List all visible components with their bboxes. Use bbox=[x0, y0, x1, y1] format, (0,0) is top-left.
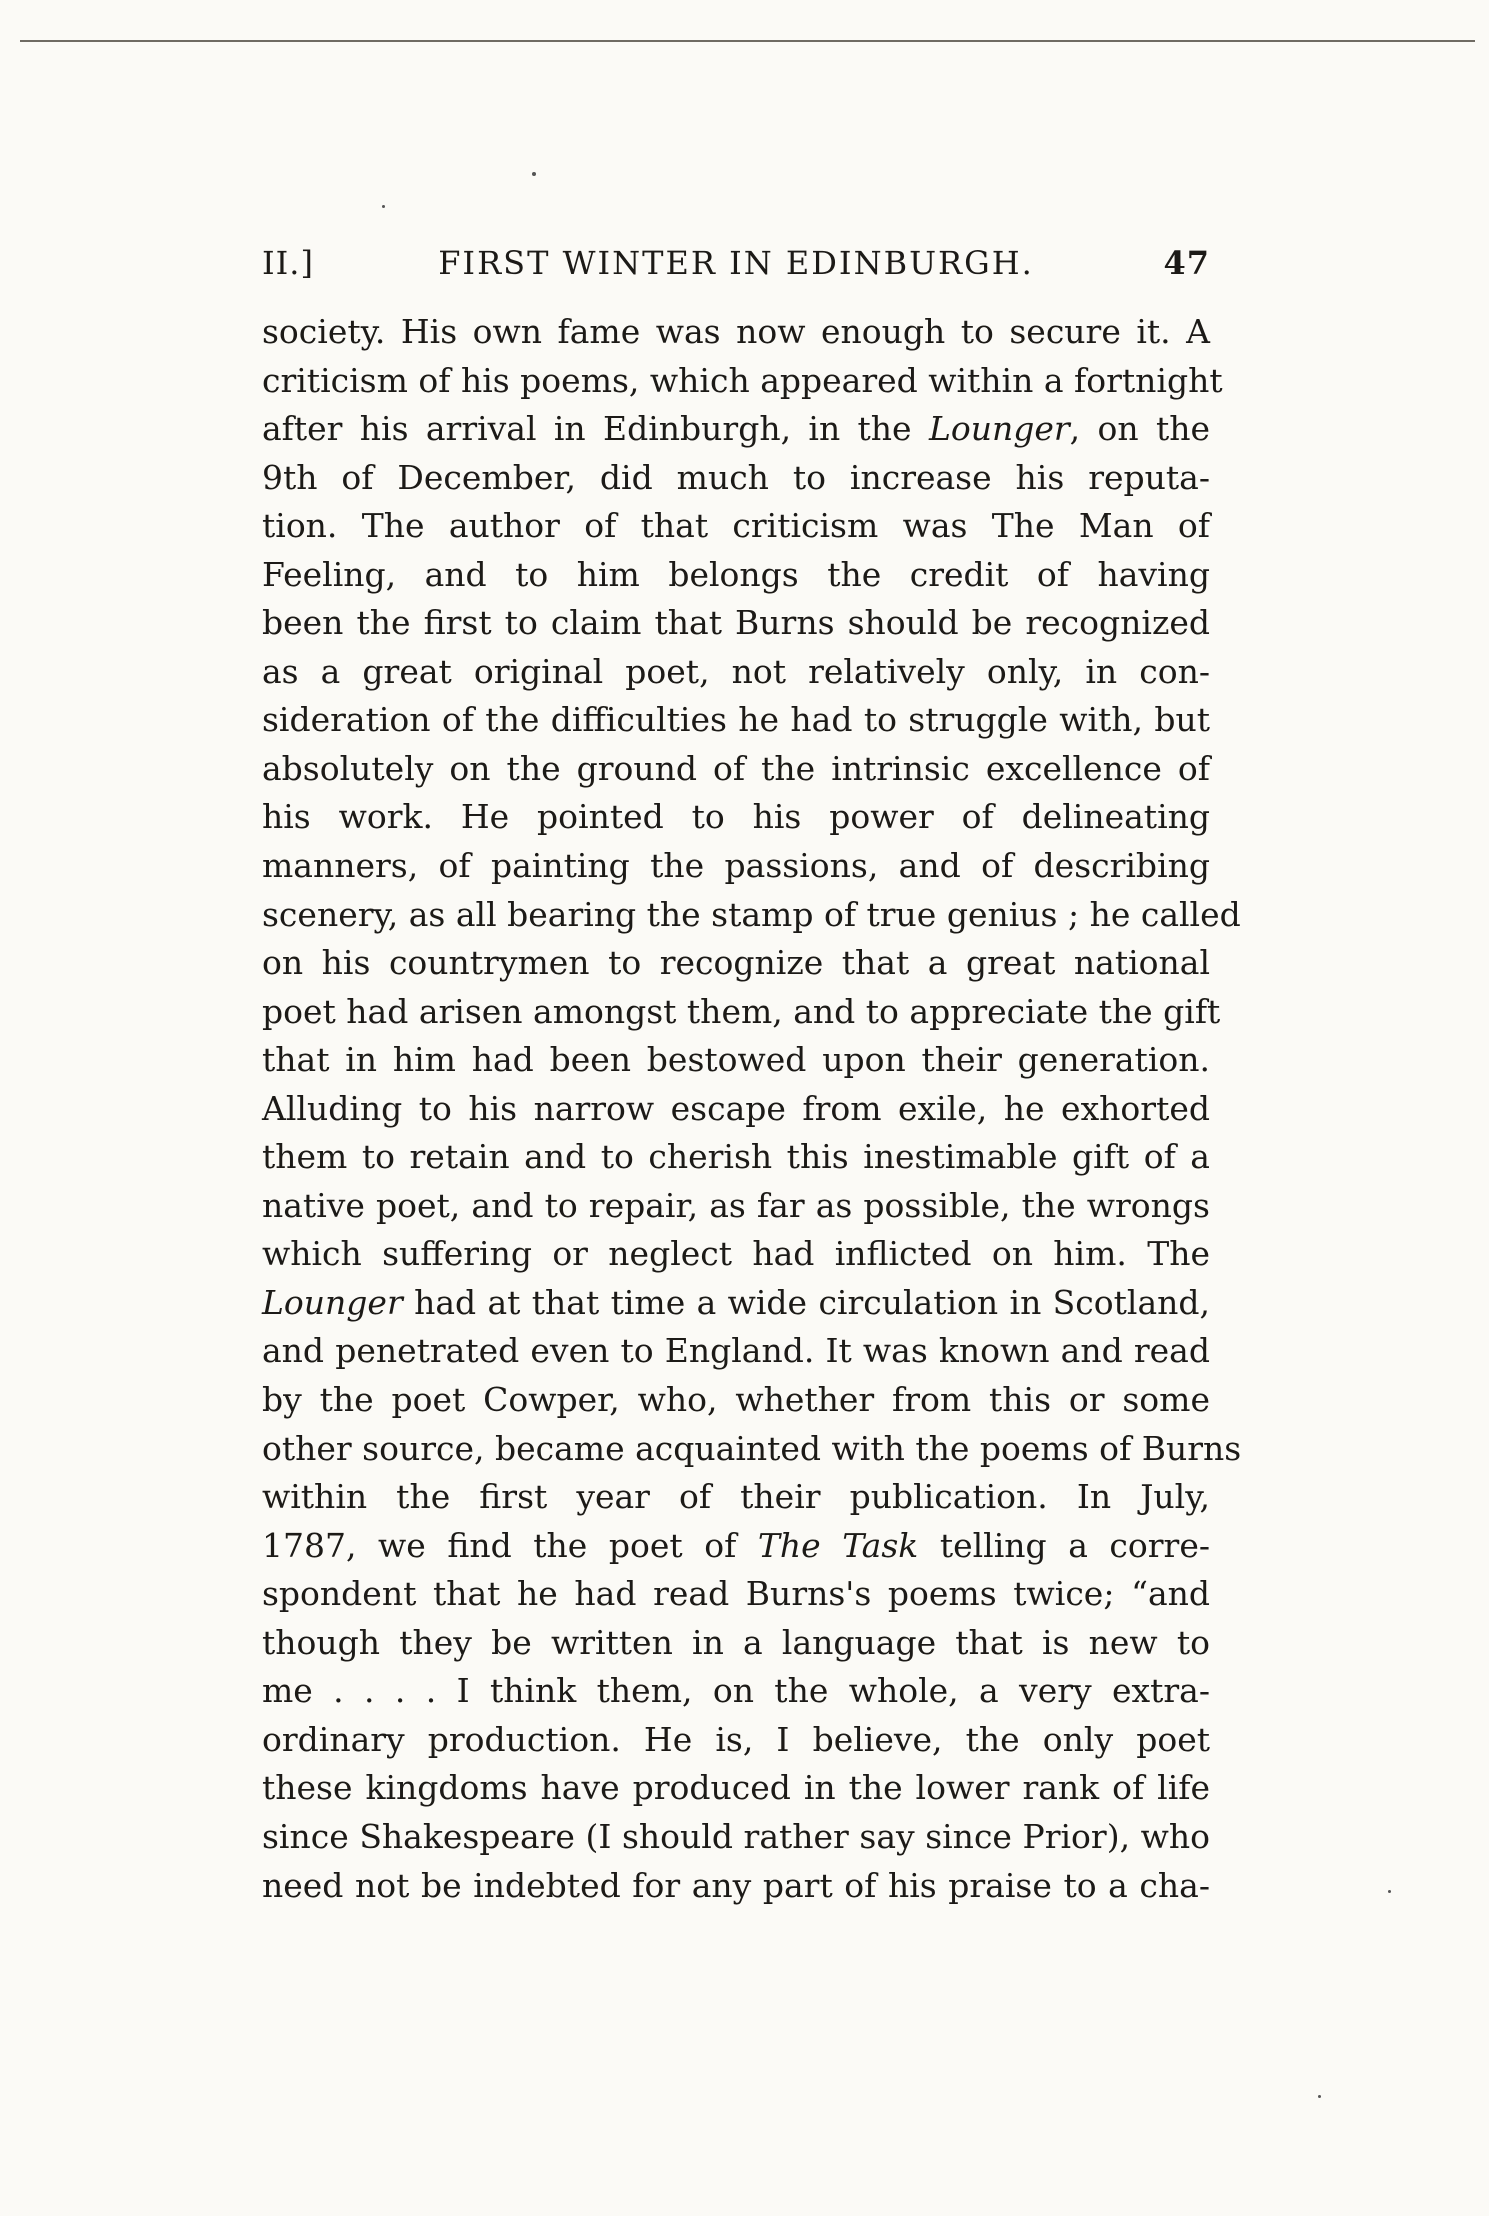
ink-speck bbox=[532, 172, 536, 176]
text-line: criticism of his poems, which appeared within a fortnight bbox=[262, 360, 1223, 400]
text-line: after his arrival in Edinburgh, in the Lounger, on the bbox=[262, 409, 1210, 449]
italic-title: Lounger bbox=[262, 1282, 403, 1322]
text-line: and penetrated even to England. It was known and read bbox=[262, 1331, 1210, 1371]
text-line: as a great original poet, not relatively only, in con- bbox=[262, 651, 1210, 691]
text-line: 1787, we find the poet of The Task telling a corre- bbox=[262, 1525, 1211, 1565]
text-line: society. His own fame was now enough to secure it. A bbox=[262, 312, 1210, 351]
ink-speck bbox=[382, 205, 385, 208]
italic-title: Lounger bbox=[928, 409, 1070, 449]
text-line: Alluding to his narrow escape from exile, he exhorted bbox=[262, 1088, 1210, 1128]
text-line: Lounger had at that time a wide circulation in Scotland, bbox=[262, 1282, 1210, 1322]
text-line: his work. He pointed to his power of delineating bbox=[262, 797, 1210, 837]
text-line: native poet, and to repair, as far as possible, the wrongs bbox=[262, 1185, 1210, 1225]
ink-speck bbox=[1318, 2095, 1321, 2098]
text-line: need not be indebted for any part of his praise to a cha- bbox=[262, 1865, 1210, 1905]
text-line: these kingdoms have produced in the lower rank of life bbox=[262, 1768, 1210, 1808]
text-line: within the first year of their publication. In July, bbox=[262, 1477, 1210, 1517]
text-line: since Shakespeare (I should rather say since Prior), who bbox=[262, 1816, 1210, 1856]
page-number: 47 bbox=[1163, 244, 1210, 282]
text-line: by the poet Cowper, who, whether from this or some bbox=[262, 1380, 1210, 1420]
text-line: absolutely on the ground of the intrinsic excellence of bbox=[262, 748, 1210, 788]
text-line: poet had arisen amongst them, and to appreciate the gift bbox=[262, 991, 1221, 1031]
text-line: sideration of the difficulties he had to struggle with, but bbox=[262, 700, 1210, 740]
chapter-marker: II.] bbox=[262, 244, 314, 282]
text-line: spondent that he had read Burns's poems twice; “and bbox=[262, 1574, 1210, 1614]
text-line: on his countrymen to recognize that a great national bbox=[262, 943, 1210, 983]
text-line: tion. The author of that criticism was The Man of bbox=[262, 506, 1210, 546]
text-line: other source, became acquainted with the poems of Burns bbox=[262, 1428, 1242, 1468]
text-line: been the first to claim that Burns should be recognized bbox=[262, 603, 1210, 643]
text-line: me . . . . I think them, on the whole, a very extra- bbox=[262, 1671, 1210, 1711]
text-line: Feeling, and to him belongs the credit of having bbox=[262, 554, 1210, 594]
body-text bbox=[262, 308, 1242, 1910]
text-line: though they be written in a language that is new to bbox=[262, 1622, 1210, 1662]
text-line: them to retain and to cherish this inestimable gift of a bbox=[262, 1137, 1210, 1177]
top-rule bbox=[20, 40, 1475, 42]
running-title: FIRST WINTER IN EDINBURGH. bbox=[438, 244, 1034, 282]
running-header bbox=[262, 244, 1210, 288]
text-line: which suffering or neglect had inflicted on him. The bbox=[262, 1234, 1210, 1274]
text-line: that in him had been bestowed upon their generation. bbox=[262, 1040, 1210, 1080]
text-line: 9th of December, did much to increase his reputa- bbox=[262, 457, 1210, 497]
text-line: scenery, as all bearing the stamp of true genius ; he called bbox=[262, 894, 1241, 934]
italic-title: The Task bbox=[757, 1525, 919, 1565]
text-line: manners, of painting the passions, and of describing bbox=[262, 846, 1210, 886]
text-line: ordinary production. He is, I believe, the only poet bbox=[262, 1719, 1210, 1759]
ink-speck bbox=[1388, 1890, 1391, 1893]
